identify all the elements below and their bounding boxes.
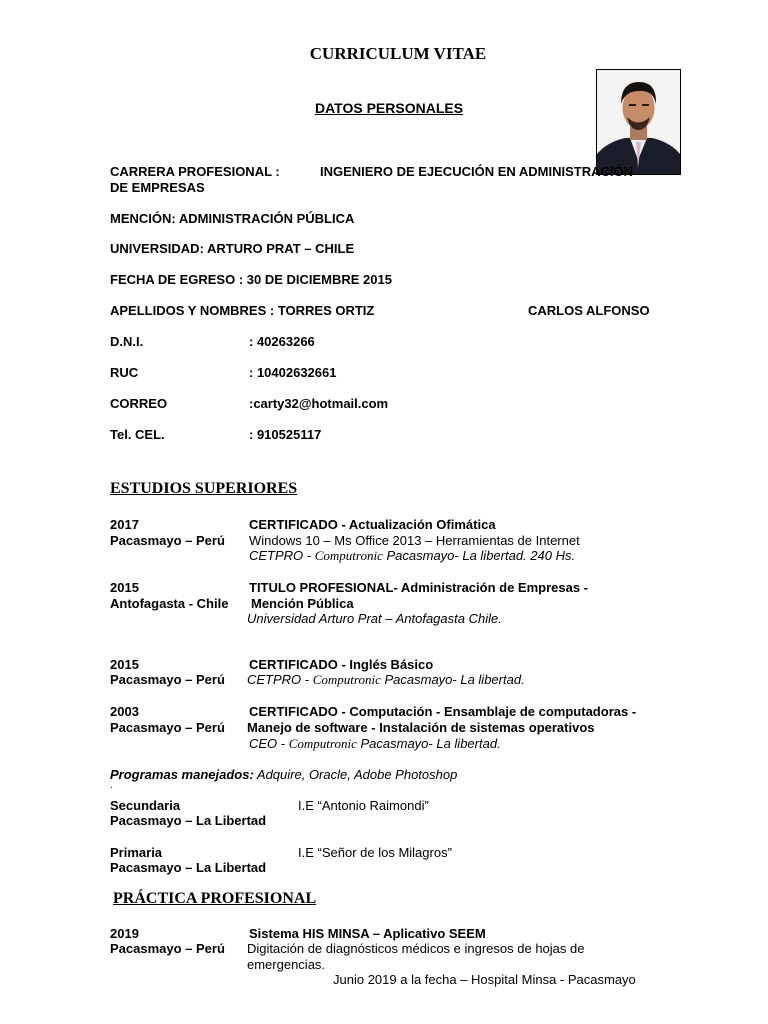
person-photo-icon xyxy=(597,70,680,174)
stray-dot: . xyxy=(110,780,113,791)
ruc-value: : 10402632661 xyxy=(249,365,337,380)
practica-year: 2019 xyxy=(110,926,139,941)
entry-detail: Manejo de software - Instalación de sistemas operativos xyxy=(247,720,595,735)
institution-name: Computronic xyxy=(314,548,383,563)
apellidos: APELLIDOS Y NOMBRES : TORRES ORTIZ xyxy=(110,303,375,318)
entry-place: Pacasmayo – Perú xyxy=(110,533,225,548)
tel-label: Tel. CEL. xyxy=(110,427,165,442)
carrera-value: INGENIERO DE EJECUCIÓN EN ADMINISTRACIÓN xyxy=(320,164,633,179)
correo-value: :carty32@hotmail.com xyxy=(249,396,389,411)
dni-value: : 40263266 xyxy=(249,334,315,349)
entry-year: 2015 xyxy=(110,657,139,672)
practica-title: Sistema HIS MINSA – Aplicativo SEEM xyxy=(249,926,486,941)
entry-place: Pacasmayo – Perú xyxy=(110,720,225,735)
practica-detail: Digitación de diagnósticos médicos e ingresos de hojas de xyxy=(247,941,585,956)
section-heading-datos-personales: DATOS PERSONALES xyxy=(315,100,464,116)
entry-year: 2017 xyxy=(110,517,139,532)
section-heading-practica: PRÁCTICA PROFESIONAL xyxy=(113,890,317,907)
entry-title: TITULO PROFESIONAL- Administración de Empresas - xyxy=(249,580,589,595)
ruc-label: RUC xyxy=(110,365,139,380)
entry-detail: Windows 10 – Ms Office 2013 – Herramientas de Internet xyxy=(249,533,580,548)
practica-place: Pacasmayo – Perú xyxy=(110,941,225,956)
primaria-school: I.E “Señor de los Milagros” xyxy=(298,845,452,860)
entry-year: 2015 xyxy=(110,580,139,595)
entry-place: Pacasmayo – Perú xyxy=(110,672,225,687)
entry-title: CERTIFICADO - Computación - Ensamblaje de computadoras - xyxy=(249,704,637,719)
institution-name: Computronic xyxy=(312,672,381,687)
practica-detail-cont: emergencias. xyxy=(247,957,326,972)
entry-title: CERTIFICADO - Inglés Básico xyxy=(249,657,434,672)
entry-institution: Universidad Arturo Prat – Antofagasta Chile. xyxy=(247,611,502,626)
secundaria-place: Pacasmayo – La Libertad xyxy=(110,813,267,828)
institution-suffix: Pacasmayo- La libertad. xyxy=(356,736,501,751)
page-title: CURRICULUM VITAE xyxy=(309,44,487,63)
tel-value: : 910525117 xyxy=(249,427,322,442)
programas-label: Programas manejados: xyxy=(110,767,254,782)
institution-name: Computronic xyxy=(288,736,357,751)
secundaria-label: Secundaria xyxy=(110,798,181,813)
entry-detail: Mención Pública xyxy=(251,596,354,611)
institution-prefix: CEO - xyxy=(249,736,289,751)
programas-value: Adquire, Oracle, Adobe Photoshop xyxy=(253,767,458,782)
primaria-label: Primaria xyxy=(110,845,163,860)
section-heading-estudios: ESTUDIOS SUPERIORES xyxy=(110,480,298,497)
universidad: UNIVERSIDAD: ARTURO PRAT – CHILE xyxy=(110,241,355,256)
institution-suffix: Pacasmayo- La libertad. 240 Hs. xyxy=(382,548,576,563)
correo-label: CORREO xyxy=(110,396,168,411)
primaria-place: Pacasmayo – La Libertad xyxy=(110,860,267,875)
institution-prefix: CETPRO - xyxy=(247,672,313,687)
entry-institution xyxy=(249,548,575,564)
nombres: CARLOS ALFONSO xyxy=(528,303,650,318)
fecha-egreso: FECHA DE EGRESO : 30 DE DICIEMBRE 2015 xyxy=(110,272,392,287)
entry-institution xyxy=(247,672,525,688)
practica-dates: Junio 2019 a la fecha – Hospital Minsa - Pacasmayo xyxy=(333,972,636,987)
profile-photo xyxy=(596,69,681,175)
entry-place: Antofagasta - Chile xyxy=(110,596,229,611)
secundaria-school: I.E “Antonio Raimondi” xyxy=(298,798,429,813)
carrera-value-cont: DE EMPRESAS xyxy=(110,180,205,195)
dni-label: D.N.I. xyxy=(110,334,144,349)
institution-prefix: CETPRO - xyxy=(249,548,315,563)
institution-suffix: Pacasmayo- La libertad. xyxy=(380,672,525,687)
programas-line xyxy=(110,767,457,782)
entry-title: CERTIFICADO - Actualización Ofimática xyxy=(249,517,496,532)
entry-institution xyxy=(249,736,501,752)
mencion: MENCIÓN: ADMINISTRACIÓN PÚBLICA xyxy=(110,211,355,226)
carrera-label: CARRERA PROFESIONAL : xyxy=(110,164,280,179)
entry-year: 2003 xyxy=(110,704,139,719)
